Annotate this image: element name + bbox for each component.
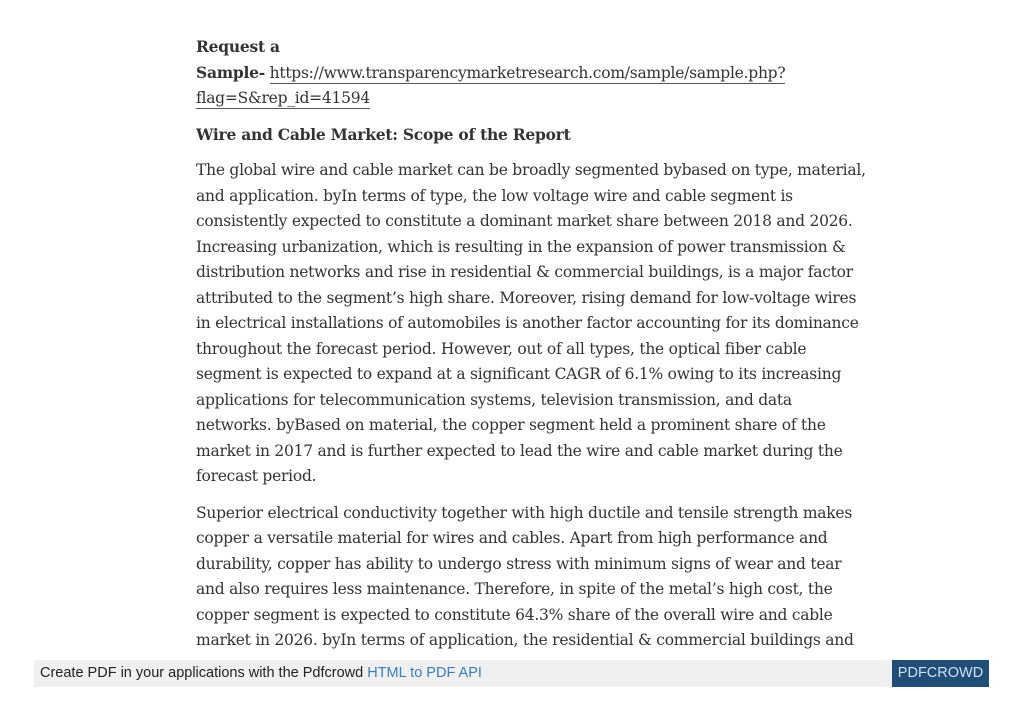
footer-message: Create PDF in your applications with the Pdfcrowd: [40, 665, 368, 681]
paragraph-line: and also requires less maintenance. Therefore, in spite of the metal’s high cost, the: [196, 580, 833, 598]
sample-request-label-line1: Request a: [196, 37, 280, 56]
paragraph-line: Superior electrical conductivity together with high ductile and tensile strength makes: [196, 503, 853, 522]
paragraph-line: Increasing urbanization, which is resulting in the expansion of power transmission &: [196, 237, 846, 256]
paragraph-line: consistently expected to constitute a dominant market share between 2018 and 2026.: [196, 212, 853, 230]
html-to-pdf-api-link[interactable]: HTML to PDF API: [367, 665, 482, 681]
paragraph-2: [196, 501, 854, 654]
paragraph-line: throughout the forecast period. However, out of all types, the optical fiber cable: [196, 339, 807, 358]
sample-url-link-continued[interactable]: flag=S&rep_id=41594: [196, 89, 370, 107]
paragraph-line: and application. byIn terms of type, the low voltage wire and cable segment is: [196, 186, 793, 205]
footer-text: [40, 664, 482, 683]
paragraph-line: in electrical installations of automobiles is another factor accounting for its dominance: [196, 314, 859, 332]
paragraph-line: attributed to the segment’s high share. Moreover, rising demand for low-voltage wires: [196, 288, 857, 307]
document-body: [196, 34, 866, 654]
paragraph-line: forecast period.: [196, 467, 317, 485]
paragraph-line: applications for telecommunication systems, television transmission, and data: [196, 390, 792, 409]
paragraph-line: durability, copper has ability to undergo stress with minimum signs of wear and tear: [196, 554, 842, 573]
paragraph-line: market in 2017 and is further expected to lead the wire and cable market during the: [196, 441, 843, 460]
paragraph-line: copper segment is expected to constitute 64.3% share of the overall wire and cable: [196, 605, 833, 624]
paragraph-line: The global wire and cable market can be broadly segmented bybased on type, material,: [196, 161, 866, 179]
paragraph-line: market in 2026. byIn terms of application, the residential & commercial buildings and: [196, 631, 854, 649]
paragraph-line: segment is expected to expand at a significant CAGR of 6.1% owing to its increasing: [196, 365, 842, 383]
sample-url-link[interactable]: https://www.transparencymarketresearch.com/sample/sample.php?: [269, 63, 786, 82]
sample-request-label-line2: Sample-: [196, 62, 265, 82]
sample-url-line2: [196, 86, 832, 112]
section-heading: Wire and Cable Market: Scope of the Report: [196, 124, 571, 144]
pdfcrowd-badge-button[interactable]: PDFCROWD: [892, 660, 989, 687]
pdfcrowd-footer-bar: [34, 660, 989, 687]
paragraph-line: networks. byBased on material, the copper segment held a prominent share of the: [196, 416, 826, 434]
paragraph-1: [196, 158, 866, 490]
paragraph-line: distribution networks and rise in residential & commercial buildings, is a major factor: [196, 263, 853, 281]
sample-request-line2: [196, 60, 832, 87]
paragraph-line: copper a versatile material for wires and cables. Apart from high performance and: [196, 529, 828, 547]
